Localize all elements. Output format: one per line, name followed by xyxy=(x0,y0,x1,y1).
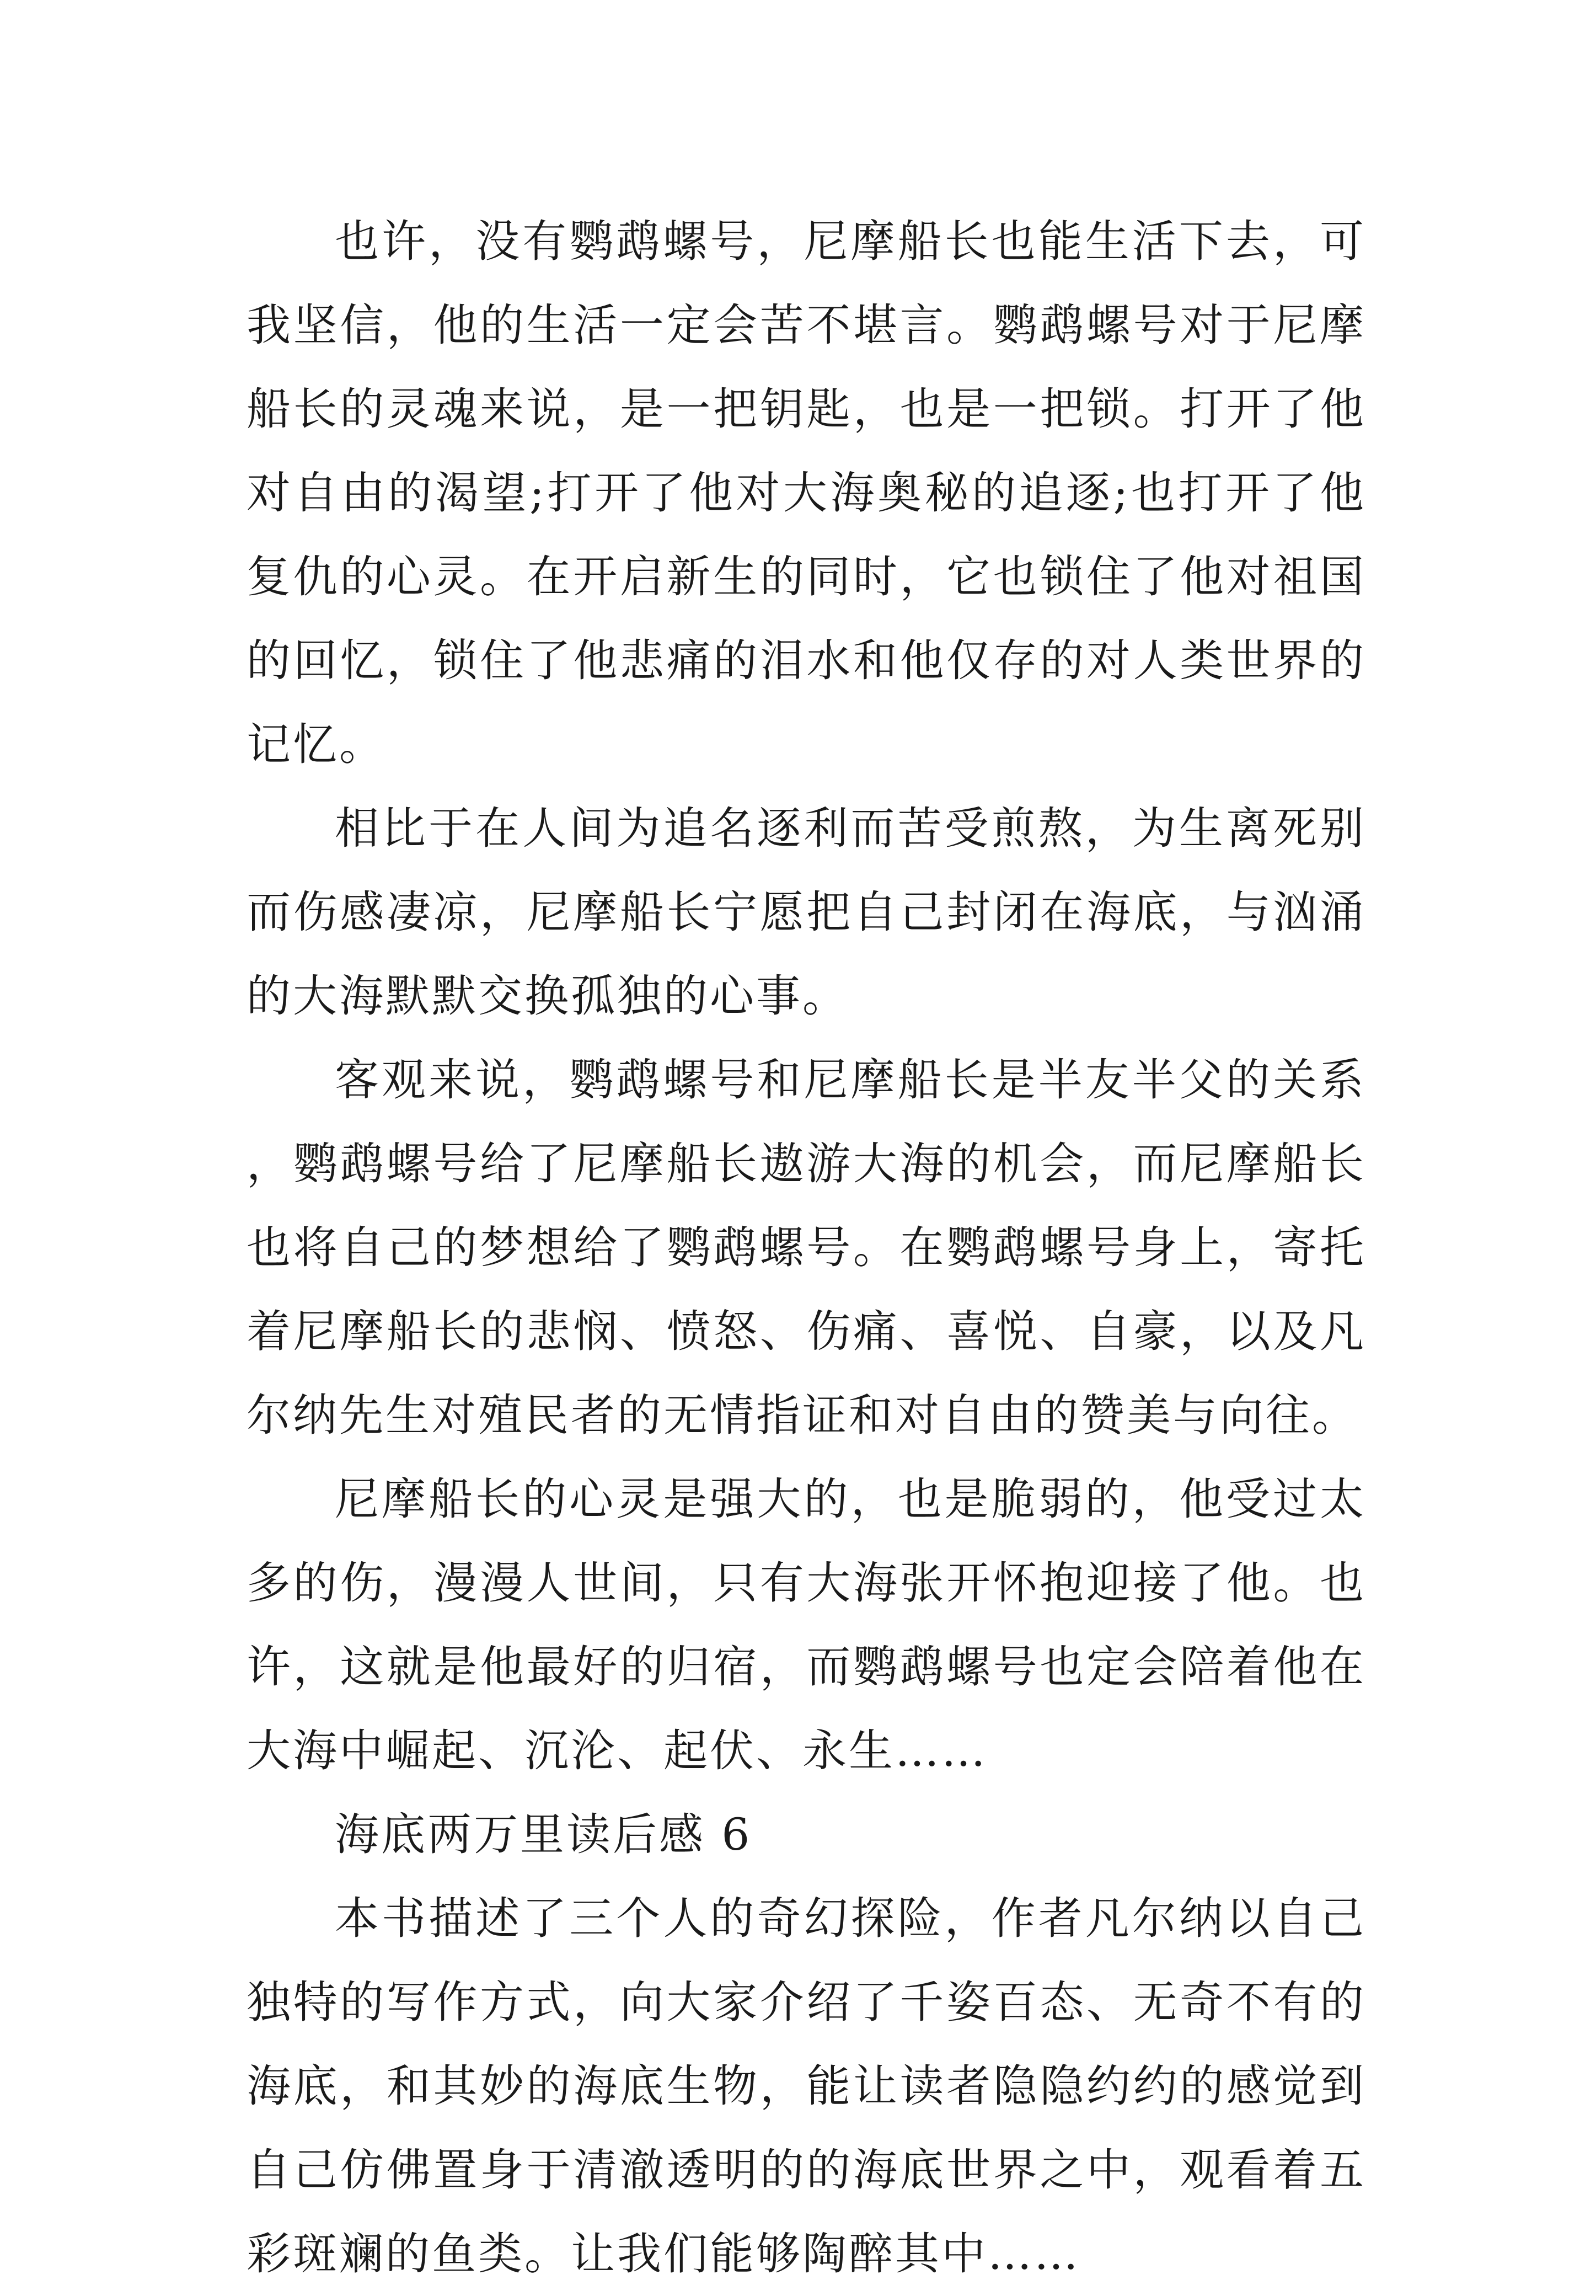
paragraph-relationship: 客观来说，鹦鹉螺号和尼摩船长是半友半父的关系，鹦鹉螺号给了尼摩船长遨游大海的机会，而尼摩船长也将自己的梦想给了鹦鹉螺号。在鹦鹉螺号身上，寄托着尼摩船长的悲悯、愤怒、伤痛、喜悦、自豪，以及凡尔纳先生对殖民者的无情指证和对自由的赞美与向往。 xyxy=(247,1054,1366,1441)
document-body xyxy=(247,200,1366,2296)
paragraph-nautilus-soul: 也许，没有鹦鹉螺号，尼摩船长也能生活下去，可我坚信，他的生活一定会苦不堪言。鹦鹉螺号对于尼摩船长的灵魂来说，是一把钥匙，也是一把锁。打开了他对自由的渴望;打开了他对大海奥秘的追逐;也打开了他复仇的心灵。在开启新生的同时，它也锁住了他对祖国的回忆，锁住了他悲痛的泪水和他仅存的对人类世界的记忆。 xyxy=(247,216,1366,770)
paragraph-captain-heart: 尼摩船长的心灵是强大的，也是脆弱的，他受过太多的伤，漫漫人世间，只有大海张开怀抱迎接了他。也许，这就是他最好的归宿，而鹦鹉螺号也定会陪着他在大海中崛起、沉沦、起伏、永生…… xyxy=(247,1473,1366,1776)
paragraph-book-description: 本书描述了三个人的奇幻探险，作者凡尔纳以自己独特的写作方式，向大家介绍了千姿百态、无奇不有的海底，和其妙的海底生物，能让读者隐隐约约的感觉到自己仿佛置身于清澈透明的的海底世界之中，观看着五彩斑斓的鱼类。让我们能够陶醉其中…… xyxy=(247,1893,1366,2279)
paragraph-seabed-solitude: 相比于在人间为追名逐利而苦受煎熬，为生离死别而伤感凄凉，尼摩船长宁愿把自己封闭在海底，与汹涌的大海默默交换孤独的心事。 xyxy=(247,803,1366,1022)
section-heading: 海底两万里读后感 6 xyxy=(335,1809,752,1860)
